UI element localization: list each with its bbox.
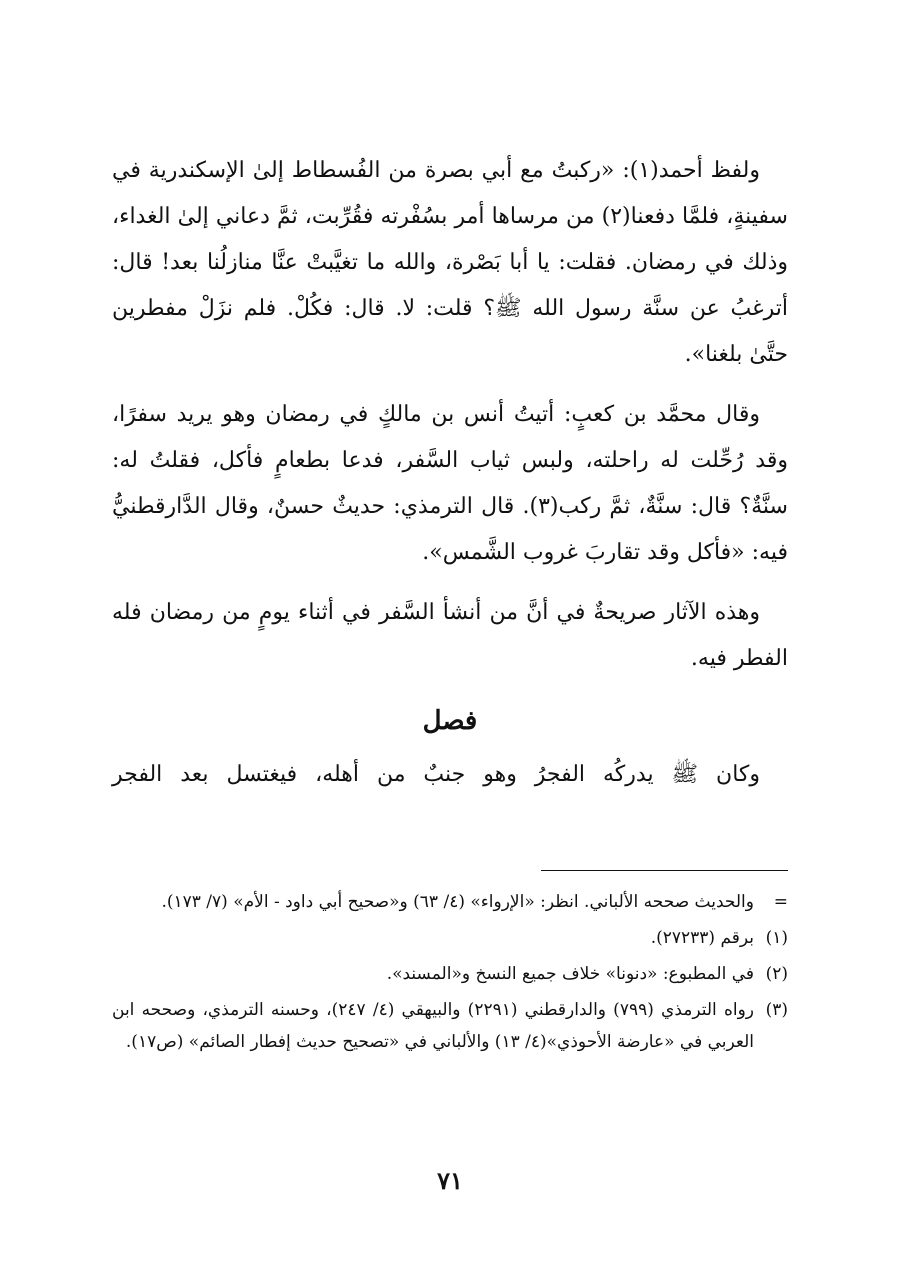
footnote-divider [541, 870, 788, 871]
footnote-mark: (٢) [765, 964, 788, 984]
paragraph-4: وكان ﷺ يدركُه الفجرُ وهو جنبٌ من أهله، فيغتسل بعد الفجر [112, 762, 760, 787]
footnote-2 [112, 958, 788, 990]
footnote-3 [112, 994, 788, 1058]
footnote-mark: (٣) [765, 1000, 788, 1020]
footnote-text: والحديث صححه الألباني. انظر: «الإرواء» (٤/ ٦٣) و«صحيح أبي داود - الأم» (٧/ ١٧٣). [161, 892, 754, 912]
paragraph-2: وقال محمَّد بن كعبٍ: أتيتُ أنس بن مالكٍ في رمضان وهو يريد سفرًا، وقد رُحِّلت له راحلته، ولبس ثياب السَّفر، فدعا بطعامٍ فأكل، فقلتُ له: سنَّةٌ؟ قال: سنَّةٌ، ثمَّ ركب(٣). قال الترمذي: حديثٌ حسنٌ، وقال الدَّارقطنيُّ فيه: «فأكل وقد تقاربَ غروب الشَّمس». [112, 402, 788, 565]
footnote-text: رواه الترمذي (٧٩٩) والدارقطني (٢٢٩١) والبيهقي (٤/ ٢٤٧)، وحسنه الترمذي، وصححه ابن العربي في «عارضة الأحوذي»(٤/ ١٣) والألباني في «تصحيح حديث إفطار الصائم» (ص١٧). [112, 1000, 754, 1052]
page-number: ٧١ [437, 1166, 463, 1195]
footnote-text: في المطبوع: «دنونا» خلاف جميع النسخ و«المسند». [386, 964, 754, 984]
paragraph-3: وهذه الآثار صريحةٌ في أنَّ من أنشأ السَّفر في أثناء يومٍ من رمضان فله الفطر فيه. [112, 600, 788, 671]
footnote-text: برقم (٢٧٢٣٣). [650, 928, 754, 948]
paragraph-1: ولفظ أحمد(١): «ركبتُ مع أبي بصرة من الفُسطاط إلىٰ الإسكندرية في سفينةٍ، فلمَّا دفعنا(٢) من مرساها أمر بسُفْرته فقُرِّبت، ثمَّ دعاني إلىٰ الغداء، وذلك في رمضان. فقلت: يا أبا بَصْرة، والله ما تغيَّبتْ عنَّا منازلُنا بعد! قال: أترغبُ عن سنَّة رسول الله ﷺ؟ قلت: لا. قال: فكُلْ. فلم نزَلْ مفطرين حتَّىٰ بلغنا». [112, 158, 788, 367]
section-heading: فصل [422, 706, 478, 736]
footnote-continued [112, 886, 788, 918]
footnote-1 [112, 922, 788, 954]
footnote-mark: = [773, 892, 788, 912]
footnotes [112, 886, 788, 1062]
page-body [112, 148, 788, 1271]
footnote-mark: (١) [765, 928, 788, 948]
